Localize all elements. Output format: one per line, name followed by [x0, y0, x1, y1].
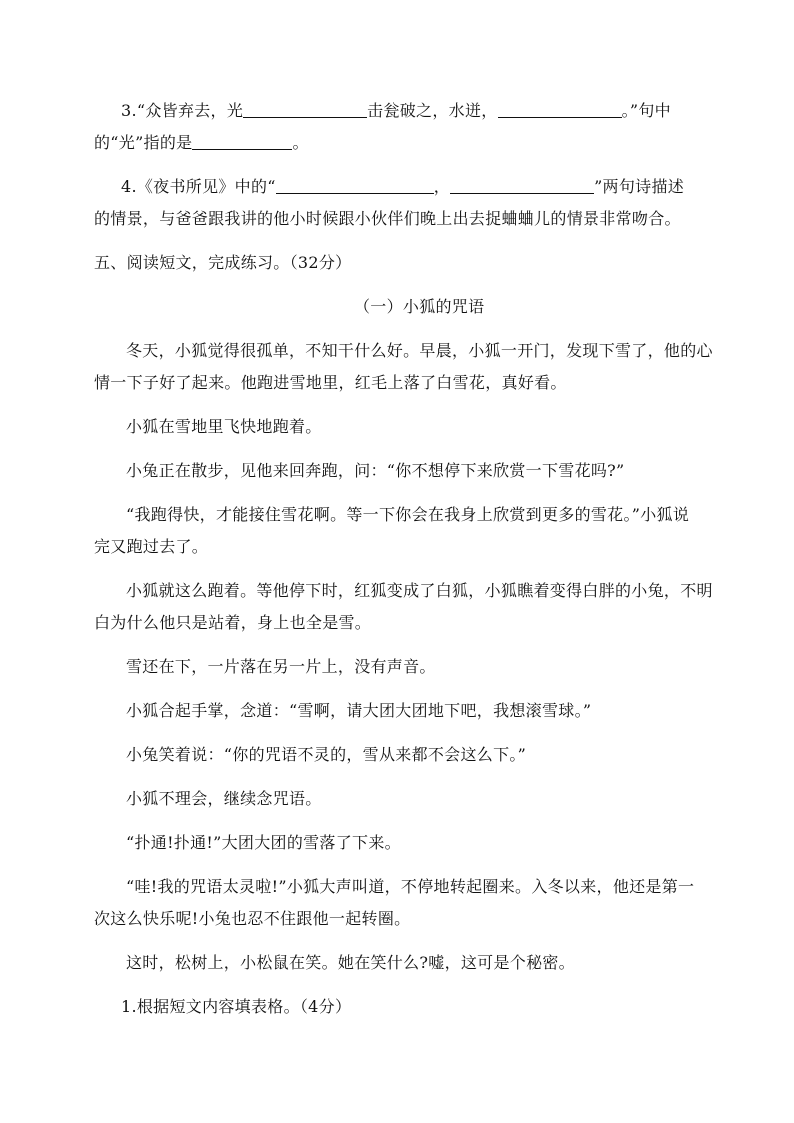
story-paragraph-7: 小狐合起手掌，念道：“雪啊，请大团大团地下吧，我想滚雪球。”: [126, 701, 592, 720]
question-4-line-2: 的情景，与爸爸跟我讲的他小时候跟小伙伴们晚上出去捉蛐蛐儿的情景非常吻合。: [94, 209, 681, 228]
story-paragraph-11-line-2: 次这么快乐呢!小兔也忍不住跟他一起转圈。: [94, 909, 411, 928]
story-title: （一）小狐的咒语: [354, 297, 485, 316]
story-paragraph-4-line-2: 完又跑过去了。: [94, 537, 209, 556]
question-3-line-1: [121, 101, 671, 121]
story-paragraph-12: 这时，松树上，小松鼠在笑。她在笑什么?嘘，这可是个秘密。: [126, 953, 575, 972]
story-paragraph-5-line-2: 白为什么他只是站着，身上也全是雪。: [94, 613, 372, 632]
q3-text-1: 3.“众皆弃去，光: [121, 101, 244, 120]
story-paragraph-10: “扑通!扑通!”大团大团的雪落了下来。: [126, 833, 401, 852]
q3-text-2: 击瓮破之，水迸，: [367, 101, 498, 120]
story-paragraph-3: 小兔正在散步，见他来回奔跑，问：“你不想停下来欣赏一下雪花吗?”: [126, 461, 625, 480]
story-paragraph-5-line-1: 小狐就这么跑着。等他停下时，红狐变成了白狐，小狐瞧着变得白胖的小兔，不明: [126, 581, 713, 600]
story-paragraph-1-line-1: 冬天，小狐觉得很孤单，不知干什么好。早晨，小狐一开门，发现下雪了，他的心: [126, 341, 713, 360]
story-paragraph-11-line-1: “哇!我的咒语太灵啦!”小狐大声叫道，不停地转起圈来。入冬以来，他还是第一: [126, 877, 695, 896]
story-paragraph-9: 小狐不理会，继续念咒语。: [126, 789, 322, 808]
question-4-line-1: [121, 177, 684, 197]
q4-text-3: ”两句诗描述: [594, 177, 685, 196]
task-1-instruction: 1.根据短文内容填表格。（4分）: [121, 997, 352, 1016]
section-5-heading: 五、阅读短文，完成练习。（32分）: [94, 253, 352, 272]
q3-blank-3[interactable]: [192, 135, 292, 150]
question-3-line-2: [94, 133, 309, 153]
q4-text-2: ，: [433, 177, 451, 196]
q4-blank-1[interactable]: [276, 179, 434, 194]
q3-text-4: 的“光”指的是: [94, 133, 193, 152]
q3-blank-1[interactable]: [243, 103, 367, 118]
q4-blank-2[interactable]: [450, 179, 594, 194]
story-paragraph-4-line-1: “我跑得快，才能接住雪花啊。等一下你会在我身上欣赏到更多的雪花。”小狐说: [126, 505, 690, 524]
q4-text-1: 4.《夜书所见》中的“: [121, 177, 276, 196]
story-paragraph-6: 雪还在下，一片落在另一片上，没有声音。: [126, 657, 436, 676]
story-paragraph-8: 小兔笑着说：“你的咒语不灵的，雪从来都不会这么下。”: [126, 745, 527, 764]
q3-text-3: 。”句中: [621, 101, 671, 120]
q3-text-5: 。: [292, 133, 309, 152]
story-paragraph-1-line-2: 情一下子好了起来。他跑进雪地里，红毛上落了白雪花，真好看。: [94, 373, 567, 392]
q3-blank-2[interactable]: [498, 103, 622, 118]
story-paragraph-2: 小狐在雪地里飞快地跑着。: [126, 417, 322, 436]
